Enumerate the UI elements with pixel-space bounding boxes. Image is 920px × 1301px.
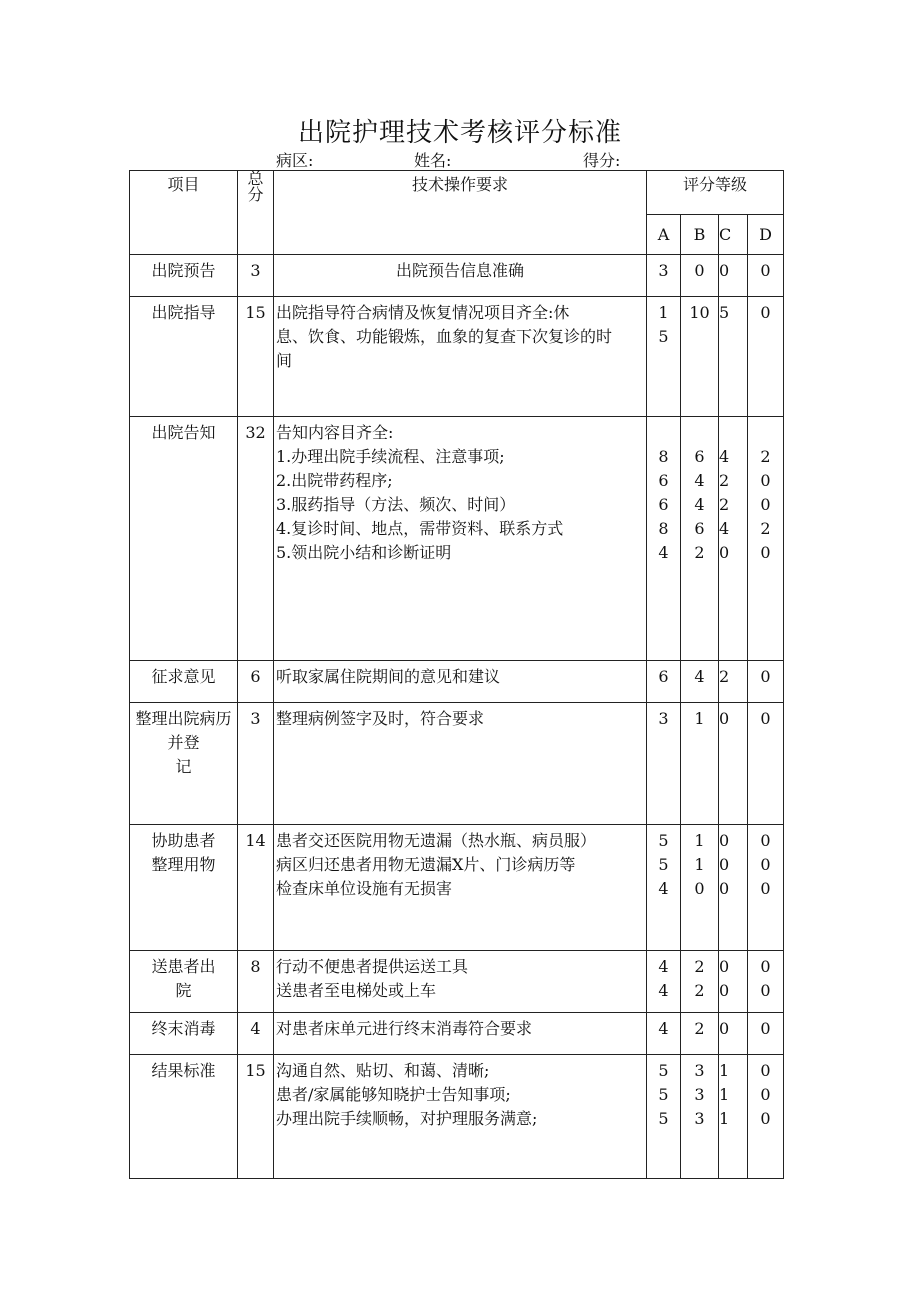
score-value: 0 xyxy=(760,1085,771,1104)
score-value: 1 xyxy=(719,1061,730,1080)
grade-d-cell xyxy=(748,297,784,417)
score-value: 4 xyxy=(694,495,705,514)
score-value: 4 xyxy=(658,543,669,562)
score-value: 5 xyxy=(658,1109,669,1128)
score-value: 0 xyxy=(719,957,730,976)
ward-label: 病区: xyxy=(276,151,314,170)
table-row xyxy=(130,661,784,703)
score-value: 6 xyxy=(694,447,705,466)
item-cell: 出院告知 xyxy=(130,417,238,661)
score-value: 0 xyxy=(719,855,730,874)
grade-c-cell xyxy=(719,825,748,951)
requirement-cell xyxy=(274,661,647,703)
requirement-line: 5.领出院小结和诊断证明 xyxy=(276,543,452,562)
grade-b-cell xyxy=(681,417,719,661)
score-value: 3 xyxy=(658,261,669,280)
requirement-cell xyxy=(274,825,647,951)
item-cell: 终末消毒 xyxy=(130,1013,238,1055)
total-score-cell: 3 xyxy=(238,255,274,297)
total-score-cell: 4 xyxy=(238,1013,274,1055)
requirement-cell xyxy=(274,297,647,417)
scoring-table xyxy=(129,170,784,1179)
grade-a-cell xyxy=(647,1013,681,1055)
requirement-line: 患者交还医院用物无遗漏（热水瓶、病员服） xyxy=(276,831,597,850)
score-value: 4 xyxy=(658,1019,669,1038)
score-value: 1 xyxy=(719,1085,730,1104)
table-row xyxy=(130,951,784,1013)
grade-d-cell xyxy=(748,417,784,661)
grade-b-cell xyxy=(681,1055,719,1179)
requirement-line: 息、饮食、功能锻炼，血象的复查下次复诊的时 xyxy=(276,327,613,346)
score-value: 0 xyxy=(760,879,771,898)
score-value: 4 xyxy=(694,471,705,490)
table-row xyxy=(130,255,784,297)
grade-b-cell xyxy=(681,951,719,1013)
score-value: 0 xyxy=(760,1061,771,1080)
grade-label-b: B xyxy=(681,215,719,255)
grade-b-cell xyxy=(681,661,719,703)
score-value: 4 xyxy=(719,447,730,466)
grade-a-cell xyxy=(647,661,681,703)
score-value: 0 xyxy=(694,879,705,898)
score-value: 0 xyxy=(719,831,730,850)
requirement-line: 行动不便患者提供运送工具 xyxy=(276,957,469,976)
total-score-cell: 6 xyxy=(238,661,274,703)
grade-a-cell xyxy=(647,951,681,1013)
requirement-line: 整理病例签字及时，符合要求 xyxy=(276,709,485,728)
score-value: 5 xyxy=(658,855,669,874)
grade-c-cell xyxy=(719,1013,748,1055)
requirement-line: 出院预告信息准确 xyxy=(395,261,524,280)
grade-d-cell xyxy=(748,255,784,297)
score-value: 0 xyxy=(760,543,771,562)
score-value: 2 xyxy=(760,519,771,538)
requirement-line: 对患者床单元进行终末消毒符合要求 xyxy=(276,1019,533,1038)
score-value: 0 xyxy=(719,981,730,1000)
item-cell: 结果标准 xyxy=(130,1055,238,1179)
total-score-cell: 3 xyxy=(238,703,274,825)
score-value: 3 xyxy=(694,1109,705,1128)
requirement-line: 2.出院带药程序; xyxy=(276,471,393,490)
score-value: 5 xyxy=(658,1061,669,1080)
score-value: 0 xyxy=(760,261,771,280)
table-row xyxy=(130,1013,784,1055)
score-value: 8 xyxy=(658,519,669,538)
requirement-line: 患者/家属能够知晓护士告知事项; xyxy=(276,1085,511,1104)
grade-a-cell xyxy=(647,255,681,297)
requirement-line: 听取家属住院期间的意见和建议 xyxy=(276,667,501,686)
grade-a-cell xyxy=(647,417,681,661)
score-value: 0 xyxy=(760,957,771,976)
score-value: 2 xyxy=(760,447,771,466)
score-value: 0 xyxy=(719,879,730,898)
score-value: 0 xyxy=(760,1019,771,1038)
score-value: 2 xyxy=(694,543,705,562)
score-value: 3 xyxy=(694,1061,705,1080)
total-score-cell: 32 xyxy=(238,417,274,661)
score-value: 1 xyxy=(694,855,705,874)
requirement-line: 检查床单位设施有无损害 xyxy=(276,879,453,898)
requirement-line: 出院指导符合病情及恢复情况项目齐全:休 xyxy=(276,303,570,322)
item-cell: 出院指导 xyxy=(130,297,238,417)
score-value: 0 xyxy=(719,709,730,728)
score-value: 0 xyxy=(760,831,771,850)
score-value: 4 xyxy=(694,667,705,686)
item-cell: 送患者出 院 xyxy=(130,951,238,1013)
score-value: 6 xyxy=(694,519,705,538)
total-score-cell: 15 xyxy=(238,297,274,417)
score-value: 0 xyxy=(694,261,705,280)
header-total: 总 分 xyxy=(238,171,274,255)
score-value: 1 xyxy=(694,709,705,728)
total-score-cell: 14 xyxy=(238,825,274,951)
table-row xyxy=(130,417,784,661)
grade-c-cell xyxy=(719,1055,748,1179)
grade-d-cell xyxy=(748,951,784,1013)
grade-c-cell xyxy=(719,661,748,703)
grade-label-d: D xyxy=(748,215,784,255)
requirement-line: 3.服药指导（方法、频次、时间） xyxy=(276,495,516,514)
table-row xyxy=(130,703,784,825)
total-score-cell: 15 xyxy=(238,1055,274,1179)
grade-c-cell xyxy=(719,951,748,1013)
grade-a-cell xyxy=(647,1055,681,1179)
grade-a-cell xyxy=(647,825,681,951)
header-grade: 评分等级 xyxy=(647,171,784,215)
score-value: 3 xyxy=(694,1085,705,1104)
page-title: 出院护理技术考核评分标准 xyxy=(297,118,622,148)
requirement-line: 沟通自然、贴切、和蔼、清晰; xyxy=(276,1061,490,1080)
score-value: 5 xyxy=(658,1085,669,1104)
score-value: 2 xyxy=(719,667,730,686)
score-value: 5 xyxy=(658,831,669,850)
header-item: 项目 xyxy=(130,171,238,255)
requirement-cell xyxy=(274,255,647,297)
score-value: 2 xyxy=(719,495,730,514)
grade-d-cell xyxy=(748,661,784,703)
score-value: 0 xyxy=(760,855,771,874)
score-label: 得分: xyxy=(583,151,621,170)
score-value: 8 xyxy=(658,447,669,466)
score-value: 2 xyxy=(694,1019,705,1038)
score-value: 1 xyxy=(658,303,669,322)
requirement-line: 病区归还患者用物无遗漏X片、门诊病历等 xyxy=(276,855,576,874)
name-label: 姓名: xyxy=(414,151,452,170)
grade-b-cell xyxy=(681,297,719,417)
score-value: 6 xyxy=(658,495,669,514)
score-value: 3 xyxy=(658,709,669,728)
grade-d-cell xyxy=(748,825,784,951)
score-value: 4 xyxy=(719,519,730,538)
score-value: 0 xyxy=(760,1109,771,1128)
grade-c-cell xyxy=(719,297,748,417)
table-row xyxy=(130,1055,784,1179)
grade-label-a: A xyxy=(647,215,681,255)
score-value: 0 xyxy=(719,543,730,562)
item-cell: 征求意见 xyxy=(130,661,238,703)
grade-b-cell xyxy=(681,703,719,825)
score-value: 4 xyxy=(658,879,669,898)
grade-label-c: C xyxy=(719,215,748,255)
grade-a-cell xyxy=(647,703,681,825)
score-value: 5 xyxy=(658,327,669,346)
requirement-line: 送患者至电梯处或上车 xyxy=(276,981,437,1000)
score-value: 0 xyxy=(760,495,771,514)
requirement-cell xyxy=(274,951,647,1013)
grade-a-cell xyxy=(647,297,681,417)
table-row xyxy=(130,825,784,951)
item-cell: 协助患者 整理用物 xyxy=(130,825,238,951)
requirement-cell xyxy=(274,703,647,825)
requirement-line: 办理出院手续顺畅，对护理服务满意; xyxy=(276,1109,538,1128)
total-score-cell: 8 xyxy=(238,951,274,1013)
score-value: 2 xyxy=(719,471,730,490)
score-value: 5 xyxy=(719,303,730,322)
score-value: 1 xyxy=(694,831,705,850)
score-value: 4 xyxy=(658,981,669,1000)
score-value: 0 xyxy=(760,981,771,1000)
table-row xyxy=(130,297,784,417)
grade-b-cell xyxy=(681,255,719,297)
requirement-line: 1.办理出院手续流程、注意事项; xyxy=(276,447,505,466)
score-value: 0 xyxy=(760,667,771,686)
grade-c-cell xyxy=(719,255,748,297)
requirement-line: 告知内容目齐全: xyxy=(276,423,394,442)
grade-d-cell xyxy=(748,703,784,825)
requirement-cell xyxy=(274,1013,647,1055)
score-value: 1 xyxy=(719,1109,730,1128)
score-value: 0 xyxy=(760,303,771,322)
grade-b-cell xyxy=(681,825,719,951)
score-value: 6 xyxy=(658,471,669,490)
grade-c-cell xyxy=(719,703,748,825)
item-cell: 出院预告 xyxy=(130,255,238,297)
grade-b-cell xyxy=(681,1013,719,1055)
score-value: 2 xyxy=(694,981,705,1000)
score-value: 4 xyxy=(658,957,669,976)
grade-d-cell xyxy=(748,1055,784,1179)
score-value: 6 xyxy=(658,667,669,686)
header-requirement: 技术操作要求 xyxy=(274,171,647,255)
grade-d-cell xyxy=(748,1013,784,1055)
score-value: 0 xyxy=(719,261,730,280)
requirement-cell xyxy=(274,1055,647,1179)
score-value: 2 xyxy=(694,957,705,976)
item-cell: 整理出院病历 并登 记 xyxy=(130,703,238,825)
requirement-cell xyxy=(274,417,647,661)
grade-c-cell xyxy=(719,417,748,661)
score-value: 10 xyxy=(689,303,710,322)
score-value: 0 xyxy=(760,709,771,728)
score-value: 0 xyxy=(760,471,771,490)
requirement-line: 4.复诊时间、地点，需带资料、联系方式 xyxy=(276,519,564,538)
score-value: 0 xyxy=(719,1019,730,1038)
requirement-line: 间 xyxy=(276,351,293,370)
